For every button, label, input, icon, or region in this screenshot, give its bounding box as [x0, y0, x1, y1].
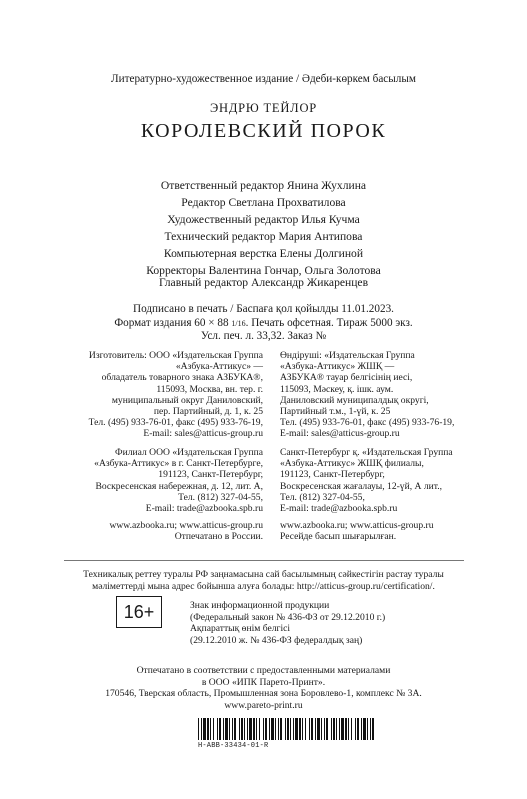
branch-line: «Азбука-Аттикус» ЖШҚ филиалы,	[280, 458, 424, 470]
printing-info	[0, 665, 527, 711]
publisher-line: Өндіруші: «Издательская Группа	[280, 350, 415, 361]
web-kz	[280, 520, 490, 542]
branch-line: Воскресенская жағалауы, 12-үй, А лит.,	[280, 480, 443, 492]
publisher-line: Тел. (495) 933-76-01, факс (495) 933-76-19,	[88, 417, 263, 429]
web-line: Отпечатано в России.	[174, 531, 263, 543]
age-rating-badge: 16+	[116, 596, 162, 628]
credit-line: Компьютерная верстка Елены Долгиной	[163, 247, 364, 260]
info-product-sign	[190, 600, 450, 646]
tech-line: мәліметтерді мына адрес бойынша алуға болады: http://atticus-group.ru/certification/.	[92, 581, 435, 592]
format-suffix: . Печать офсетная. Тираж 5000 экз.	[245, 316, 413, 329]
publisher-kz	[280, 350, 490, 440]
info-line: Ақпараттық өнім белгісі	[190, 623, 291, 634]
info-line: (Федеральный закон № 436-ФЗ от 29.12.2010 г.)	[190, 611, 386, 623]
credit-line: Редактор Светлана Прохватилова	[181, 196, 346, 209]
branch-line: Тел. (812) 327-04-55,	[178, 491, 263, 503]
sheets-order: Усл. печ. л. 33,32. Заказ №	[200, 330, 327, 342]
credit-line: Ответственный редактор Янина Жухлина	[160, 179, 367, 192]
book-title: КОРОЛЕВСКИЙ ПОРОК	[140, 120, 387, 142]
edition-type: Литературно-художественное издание / Әдеби-көркем басылым	[111, 73, 416, 85]
branch-kz	[280, 447, 490, 514]
printing-line: в ООО «ИПК Парето-Принт».	[201, 676, 326, 688]
printing-line: Отпечатано в соответствии с предоставленными материалами	[136, 665, 391, 676]
format-fraction: 1/16	[231, 318, 246, 328]
branch-ru	[63, 447, 263, 514]
publisher-line: муниципальный округ Даниловский,	[111, 394, 263, 406]
info-line: (29.12.2010 ж. № 436-ФЗ федералдық заң)	[190, 634, 363, 646]
branch-line: E-mail: trade@azbooka.spb.ru	[145, 503, 263, 515]
branch-line: 191123, Санкт-Петербург,	[280, 469, 385, 481]
publisher-line: E-mail: sales@atticus-group.ru	[143, 428, 263, 440]
format-line	[0, 317, 527, 331]
publisher-line: «Азбука-Аттикус» ЖШҚ —	[280, 361, 395, 373]
branch-line: Санкт-Петербург қ. «Издательская Группа	[280, 447, 453, 458]
web-line: Ресейде басып шығарылған.	[280, 531, 397, 543]
publisher-line: Партийный т.м., 1-үй, к. 25	[280, 406, 391, 418]
signed-date: Подписано в печать / Баспаға қол қойылды 11.01.2023.	[133, 303, 394, 315]
web-line: www.azbooka.ru; www.atticus-group.ru	[280, 520, 434, 531]
chief-editor: Главный редактор Александр Жикаренцев	[158, 276, 369, 289]
branch-line: Тел. (812) 327-04-55,	[280, 491, 365, 503]
publisher-line: «Азбука-Аттикус» —	[175, 361, 263, 373]
credit-line: Художественный редактор Илья Кучма	[167, 213, 360, 226]
branch-line: 191123, Санкт-Петербург,	[158, 469, 263, 481]
branch-line: «Азбука-Аттикус» в г. Санкт-Петербурге,	[94, 458, 263, 470]
printing-line: 170546, Тверская область, Промышленная зона Боровлево-1, комплекс № 3А.	[105, 688, 422, 699]
author-name: ЭНДРЮ ТЕЙЛОР	[209, 101, 318, 115]
branch-line: Филиал ООО «Издательская Группа	[115, 447, 263, 458]
publisher-line: обладатель товарного знака АЗБУКА®,	[101, 372, 263, 384]
publisher-line: Даниловский муниципалдық округі,	[280, 394, 429, 406]
tech-regulation	[0, 569, 527, 593]
format-prefix: Формат издания 60 × 88	[114, 316, 232, 329]
divider	[64, 560, 464, 561]
credit-line: Технический редактор Мария Антипова	[164, 230, 363, 243]
printing-line: www.pareto-print.ru	[224, 699, 303, 711]
publisher-ru	[63, 350, 263, 440]
barcode-number: Н-АВВ-33434-01-R	[198, 742, 269, 750]
publisher-line: пер. Партийный, д. 1, к. 25	[153, 406, 263, 418]
info-line: Знак информационной продукции	[190, 600, 330, 611]
branch-line: Воскресенская набережная, д. 12, лит. А,	[95, 480, 263, 492]
branch-line: E-mail: trade@azbooka.spb.ru	[280, 503, 398, 515]
credit-line: Корректоры Валентина Гончар, Ольга Золотова	[146, 264, 381, 277]
publisher-line: E-mail: sales@atticus-group.ru	[280, 428, 400, 440]
tech-line: Техникалық реттеу туралы РФ заңнамасына сай басылымның сәйкестігін растау туралы	[83, 569, 444, 580]
publisher-line: АЗБУКА® тауар белгісінің иесі,	[280, 372, 413, 384]
web-line: www.azbooka.ru; www.atticus-group.ru	[109, 520, 263, 531]
web-ru	[63, 520, 263, 542]
barcode-icon	[198, 718, 374, 740]
publisher-line: 115093, Мәскеу, қ. ішк. аум.	[280, 383, 394, 395]
publisher-line: 115093, Москва, вн. тер. г.	[156, 383, 263, 395]
publisher-line: Изготовитель: ООО «Издательская Группа	[88, 350, 263, 361]
publisher-line: Тел. (495) 933-76-01, факс (495) 933-76-19,	[280, 417, 455, 429]
credits-list	[0, 177, 527, 279]
imprint-info	[0, 303, 527, 344]
